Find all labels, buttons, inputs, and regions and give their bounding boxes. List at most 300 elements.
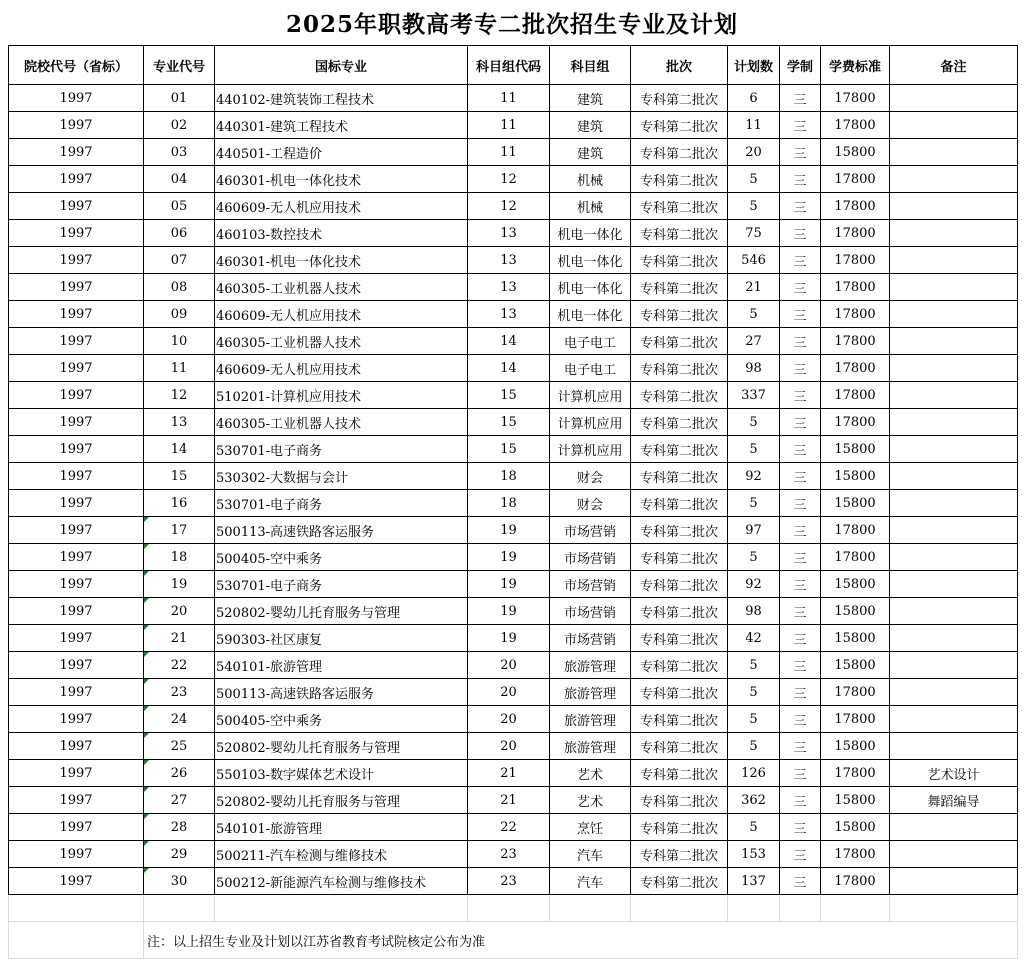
cell-plan-count: 126 [728, 760, 780, 787]
header-plan-count: 计划数 [728, 46, 780, 85]
cell-school-code: 1997 [9, 733, 144, 760]
cell-school-code: 1997 [9, 247, 144, 274]
cell-remarks [890, 625, 1018, 652]
cell-remarks [890, 85, 1018, 112]
cell-major-name: 460609-无人机应用技术 [215, 355, 468, 382]
cell-subject-group: 艺术 [550, 787, 631, 814]
cell-school-code: 1997 [9, 760, 144, 787]
cell-subject-group-code: 13 [468, 247, 550, 274]
cell-subject-group-code: 11 [468, 85, 550, 112]
cell-duration: 三 [780, 166, 821, 193]
cell-tuition: 15800 [821, 625, 890, 652]
cell-major-code: 20 [144, 598, 215, 625]
cell-major-code: 30 [144, 868, 215, 895]
cell-duration: 三 [780, 625, 821, 652]
cell-subject-group: 机械 [550, 166, 631, 193]
header-tuition: 学费标准 [821, 46, 890, 85]
cell-subject-group-code: 18 [468, 463, 550, 490]
cell-major-code: 27 [144, 787, 215, 814]
table-row [9, 490, 1018, 517]
cell-plan-count: 5 [728, 652, 780, 679]
cell-major-code: 05 [144, 193, 215, 220]
cell-school-code: 1997 [9, 625, 144, 652]
table-row [9, 463, 1018, 490]
table-row [9, 247, 1018, 274]
header-major-code: 专业代号 [144, 46, 215, 85]
cell-major-name: 460305-工业机器人技术 [215, 274, 468, 301]
cell-major-name: 500405-空中乘务 [215, 706, 468, 733]
cell-school-code: 1997 [9, 409, 144, 436]
cell-major-code: 18 [144, 544, 215, 571]
cell-major-name: 440501-工程造价 [215, 139, 468, 166]
cell-subject-group-code: 22 [468, 814, 550, 841]
cell-remarks [890, 301, 1018, 328]
cell-batch: 专科第二批次 [631, 301, 728, 328]
cell-plan-count: 5 [728, 409, 780, 436]
table-body [9, 85, 1018, 895]
table-row [9, 787, 1018, 814]
cell-duration: 三 [780, 490, 821, 517]
cell-tuition: 15800 [821, 436, 890, 463]
cell-school-code: 1997 [9, 193, 144, 220]
cell-major-name: 460609-无人机应用技术 [215, 301, 468, 328]
cell-major-code: 07 [144, 247, 215, 274]
cell-school-code: 1997 [9, 274, 144, 301]
cell-major-name: 460103-数控技术 [215, 220, 468, 247]
header-batch: 批次 [631, 46, 728, 85]
cell-remarks [890, 733, 1018, 760]
cell-subject-group-code: 19 [468, 571, 550, 598]
cell-duration: 三 [780, 787, 821, 814]
header-school-code: 院校代号（省标） [9, 46, 144, 85]
table-row [9, 517, 1018, 544]
cell-plan-count: 362 [728, 787, 780, 814]
table-row [9, 679, 1018, 706]
table-row [9, 841, 1018, 868]
cell-major-name: 550103-数字媒体艺术设计 [215, 760, 468, 787]
cell-tuition: 17800 [821, 166, 890, 193]
cell-major-name: 500113-高速铁路客运服务 [215, 517, 468, 544]
cell-subject-group: 电子电工 [550, 328, 631, 355]
cell-remarks [890, 814, 1018, 841]
cell-major-name: 540101-旅游管理 [215, 814, 468, 841]
cell-subject-group: 计算机应用 [550, 436, 631, 463]
cell-tuition: 17800 [821, 274, 890, 301]
cell-batch: 专科第二批次 [631, 247, 728, 274]
cell-major-name: 520802-婴幼儿托育服务与管理 [215, 787, 468, 814]
cell-duration: 三 [780, 706, 821, 733]
footnote: 注：以上招生专业及计划以江苏省教育考试院核定公布为准 [144, 922, 1018, 959]
cell-plan-count: 546 [728, 247, 780, 274]
cell-tuition: 17800 [821, 355, 890, 382]
table-row [9, 760, 1018, 787]
cell-school-code: 1997 [9, 301, 144, 328]
cell-plan-count: 20 [728, 139, 780, 166]
cell-duration: 三 [780, 112, 821, 139]
cell-subject-group-code: 11 [468, 112, 550, 139]
table-row [9, 274, 1018, 301]
cell-major-code: 28 [144, 814, 215, 841]
cell-batch: 专科第二批次 [631, 166, 728, 193]
cell-major-code: 23 [144, 679, 215, 706]
cell-plan-count: 6 [728, 85, 780, 112]
cell-major-name: 510201-计算机应用技术 [215, 382, 468, 409]
table-row [9, 814, 1018, 841]
cell-major-name: 590303-社区康复 [215, 625, 468, 652]
cell-major-name: 460305-工业机器人技术 [215, 409, 468, 436]
cell-remarks: 艺术设计 [890, 760, 1018, 787]
cell-subject-group: 财会 [550, 463, 631, 490]
cell-subject-group: 电子电工 [550, 355, 631, 382]
cell-subject-group: 机电一体化 [550, 274, 631, 301]
cell-subject-group-code: 23 [468, 841, 550, 868]
cell-batch: 专科第二批次 [631, 787, 728, 814]
cell-batch: 专科第二批次 [631, 274, 728, 301]
cell-remarks [890, 868, 1018, 895]
cell-remarks [890, 274, 1018, 301]
cell-major-code: 11 [144, 355, 215, 382]
cell-major-name: 530701-电子商务 [215, 490, 468, 517]
cell-batch: 专科第二批次 [631, 733, 728, 760]
cell-batch: 专科第二批次 [631, 220, 728, 247]
cell-plan-count: 153 [728, 841, 780, 868]
cell-duration: 三 [780, 733, 821, 760]
cell-batch: 专科第二批次 [631, 490, 728, 517]
cell-duration: 三 [780, 355, 821, 382]
cell-major-code: 16 [144, 490, 215, 517]
cell-school-code: 1997 [9, 706, 144, 733]
cell-batch: 专科第二批次 [631, 463, 728, 490]
cell-batch: 专科第二批次 [631, 85, 728, 112]
cell-school-code: 1997 [9, 382, 144, 409]
cell-major-name: 520802-婴幼儿托育服务与管理 [215, 733, 468, 760]
table-row [9, 571, 1018, 598]
cell-subject-group: 旅游管理 [550, 679, 631, 706]
cell-subject-group-code: 19 [468, 625, 550, 652]
cell-major-code: 15 [144, 463, 215, 490]
cell-subject-group: 市场营销 [550, 598, 631, 625]
cell-remarks [890, 436, 1018, 463]
cell-remarks [890, 382, 1018, 409]
cell-duration: 三 [780, 193, 821, 220]
cell-duration: 三 [780, 85, 821, 112]
cell-major-code: 01 [144, 85, 215, 112]
cell-batch: 专科第二批次 [631, 544, 728, 571]
cell-tuition: 17800 [821, 193, 890, 220]
cell-tuition: 17800 [821, 301, 890, 328]
cell-batch: 专科第二批次 [631, 139, 728, 166]
cell-subject-group-code: 20 [468, 706, 550, 733]
cell-tuition: 17800 [821, 517, 890, 544]
cell-plan-count: 5 [728, 436, 780, 463]
cell-major-name: 460301-机电一体化技术 [215, 166, 468, 193]
table-row [9, 733, 1018, 760]
cell-plan-count: 27 [728, 328, 780, 355]
cell-school-code: 1997 [9, 841, 144, 868]
cell-major-code: 14 [144, 436, 215, 463]
cell-remarks [890, 706, 1018, 733]
cell-plan-count: 97 [728, 517, 780, 544]
cell-duration: 三 [780, 301, 821, 328]
cell-major-code: 02 [144, 112, 215, 139]
cell-major-code: 09 [144, 301, 215, 328]
note-row [9, 922, 1018, 959]
cell-subject-group: 机电一体化 [550, 220, 631, 247]
cell-batch: 专科第二批次 [631, 625, 728, 652]
cell-remarks [890, 571, 1018, 598]
cell-subject-group-code: 19 [468, 544, 550, 571]
cell-batch: 专科第二批次 [631, 328, 728, 355]
cell-tuition: 15800 [821, 814, 890, 841]
cell-subject-group: 建筑 [550, 139, 631, 166]
cell-major-code: 21 [144, 625, 215, 652]
cell-subject-group: 汽车 [550, 841, 631, 868]
cell-major-code: 13 [144, 409, 215, 436]
cell-tuition: 17800 [821, 328, 890, 355]
table-row [9, 85, 1018, 112]
cell-remarks: 舞蹈编导 [890, 787, 1018, 814]
table-row [9, 328, 1018, 355]
cell-school-code: 1997 [9, 544, 144, 571]
cell-subject-group-code: 12 [468, 193, 550, 220]
cell-plan-count: 21 [728, 274, 780, 301]
cell-subject-group-code: 15 [468, 409, 550, 436]
cell-major-code: 26 [144, 760, 215, 787]
cell-batch: 专科第二批次 [631, 706, 728, 733]
cell-school-code: 1997 [9, 517, 144, 544]
cell-major-name: 460301-机电一体化技术 [215, 247, 468, 274]
cell-plan-count: 5 [728, 301, 780, 328]
cell-subject-group-code: 21 [468, 787, 550, 814]
cell-major-code: 17 [144, 517, 215, 544]
cell-batch: 专科第二批次 [631, 436, 728, 463]
cell-school-code: 1997 [9, 679, 144, 706]
cell-subject-group: 旅游管理 [550, 706, 631, 733]
cell-tuition: 17800 [821, 679, 890, 706]
cell-remarks [890, 490, 1018, 517]
cell-major-name: 440301-建筑工程技术 [215, 112, 468, 139]
cell-tuition: 17800 [821, 409, 890, 436]
cell-subject-group-code: 18 [468, 490, 550, 517]
cell-school-code: 1997 [9, 139, 144, 166]
cell-tuition: 17800 [821, 841, 890, 868]
cell-remarks [890, 409, 1018, 436]
cell-batch: 专科第二批次 [631, 571, 728, 598]
cell-plan-count: 5 [728, 490, 780, 517]
cell-tuition: 17800 [821, 706, 890, 733]
table-row [9, 193, 1018, 220]
cell-subject-group: 旅游管理 [550, 652, 631, 679]
cell-major-code: 04 [144, 166, 215, 193]
cell-plan-count: 5 [728, 193, 780, 220]
table-row [9, 409, 1018, 436]
header-subject-group: 科目组 [550, 46, 631, 85]
cell-remarks [890, 139, 1018, 166]
cell-subject-group: 市场营销 [550, 625, 631, 652]
cell-tuition: 17800 [821, 760, 890, 787]
cell-major-name: 500211-汽车检测与维修技术 [215, 841, 468, 868]
cell-remarks [890, 328, 1018, 355]
cell-remarks [890, 652, 1018, 679]
cell-school-code: 1997 [9, 787, 144, 814]
cell-school-code: 1997 [9, 463, 144, 490]
table-row [9, 706, 1018, 733]
cell-school-code: 1997 [9, 112, 144, 139]
cell-subject-group: 汽车 [550, 868, 631, 895]
cell-tuition: 15800 [821, 490, 890, 517]
cell-remarks [890, 841, 1018, 868]
header-duration: 学制 [780, 46, 821, 85]
cell-tuition: 17800 [821, 85, 890, 112]
cell-duration: 三 [780, 139, 821, 166]
cell-major-code: 25 [144, 733, 215, 760]
cell-batch: 专科第二批次 [631, 652, 728, 679]
cell-batch: 专科第二批次 [631, 868, 728, 895]
cell-major-name: 530701-电子商务 [215, 436, 468, 463]
cell-plan-count: 11 [728, 112, 780, 139]
cell-duration: 三 [780, 544, 821, 571]
cell-subject-group-code: 13 [468, 301, 550, 328]
cell-major-name: 520802-婴幼儿托育服务与管理 [215, 598, 468, 625]
cell-duration: 三 [780, 814, 821, 841]
cell-subject-group-code: 12 [468, 166, 550, 193]
cell-batch: 专科第二批次 [631, 355, 728, 382]
cell-duration: 三 [780, 274, 821, 301]
cell-duration: 三 [780, 220, 821, 247]
cell-subject-group: 计算机应用 [550, 409, 631, 436]
cell-duration: 三 [780, 328, 821, 355]
cell-subject-group: 市场营销 [550, 517, 631, 544]
cell-remarks [890, 679, 1018, 706]
table-row [9, 436, 1018, 463]
cell-subject-group: 财会 [550, 490, 631, 517]
cell-duration: 三 [780, 436, 821, 463]
cell-duration: 三 [780, 868, 821, 895]
header-major-name: 国标专业 [215, 46, 468, 85]
cell-major-name: 460305-工业机器人技术 [215, 328, 468, 355]
cell-major-name: 500405-空中乘务 [215, 544, 468, 571]
cell-major-code: 29 [144, 841, 215, 868]
cell-subject-group: 建筑 [550, 85, 631, 112]
cell-remarks [890, 598, 1018, 625]
cell-tuition: 15800 [821, 787, 890, 814]
cell-subject-group-code: 19 [468, 598, 550, 625]
cell-tuition: 17800 [821, 112, 890, 139]
cell-subject-group: 市场营销 [550, 544, 631, 571]
cell-batch: 专科第二批次 [631, 517, 728, 544]
table-row [9, 625, 1018, 652]
cell-plan-count: 5 [728, 544, 780, 571]
cell-plan-count: 5 [728, 814, 780, 841]
cell-major-name: 460609-无人机应用技术 [215, 193, 468, 220]
cell-plan-count: 137 [728, 868, 780, 895]
cell-duration: 三 [780, 652, 821, 679]
cell-batch: 专科第二批次 [631, 841, 728, 868]
table-row [9, 652, 1018, 679]
table-row [9, 598, 1018, 625]
cell-plan-count: 42 [728, 625, 780, 652]
cell-school-code: 1997 [9, 85, 144, 112]
cell-plan-count: 98 [728, 355, 780, 382]
cell-subject-group: 艺术 [550, 760, 631, 787]
cell-batch: 专科第二批次 [631, 112, 728, 139]
cell-tuition: 15800 [821, 139, 890, 166]
cell-batch: 专科第二批次 [631, 679, 728, 706]
cell-plan-count: 92 [728, 571, 780, 598]
cell-plan-count: 98 [728, 598, 780, 625]
cell-school-code: 1997 [9, 436, 144, 463]
cell-school-code: 1997 [9, 652, 144, 679]
table-row [9, 868, 1018, 895]
cell-subject-group: 市场营销 [550, 571, 631, 598]
cell-tuition: 15800 [821, 598, 890, 625]
cell-subject-group-code: 23 [468, 868, 550, 895]
cell-subject-group: 机电一体化 [550, 247, 631, 274]
cell-subject-group-code: 15 [468, 382, 550, 409]
cell-batch: 专科第二批次 [631, 193, 728, 220]
cell-remarks [890, 517, 1018, 544]
cell-school-code: 1997 [9, 868, 144, 895]
cell-major-code: 22 [144, 652, 215, 679]
cell-remarks [890, 220, 1018, 247]
table-row [9, 139, 1018, 166]
cell-major-name: 500113-高速铁路客运服务 [215, 679, 468, 706]
cell-major-code: 06 [144, 220, 215, 247]
cell-remarks [890, 166, 1018, 193]
table-row [9, 382, 1018, 409]
cell-tuition: 15800 [821, 733, 890, 760]
cell-subject-group: 旅游管理 [550, 733, 631, 760]
cell-major-code: 10 [144, 328, 215, 355]
table-row [9, 301, 1018, 328]
cell-remarks [890, 193, 1018, 220]
cell-tuition: 15800 [821, 652, 890, 679]
cell-major-code: 12 [144, 382, 215, 409]
enrollment-plan-table [8, 45, 1018, 959]
cell-duration: 三 [780, 598, 821, 625]
cell-batch: 专科第二批次 [631, 760, 728, 787]
cell-plan-count: 337 [728, 382, 780, 409]
cell-tuition: 17800 [821, 868, 890, 895]
cell-major-code: 08 [144, 274, 215, 301]
cell-subject-group-code: 13 [468, 220, 550, 247]
cell-tuition: 17800 [821, 220, 890, 247]
cell-major-name: 540101-旅游管理 [215, 652, 468, 679]
cell-duration: 三 [780, 382, 821, 409]
table-row [9, 355, 1018, 382]
cell-plan-count: 75 [728, 220, 780, 247]
cell-school-code: 1997 [9, 328, 144, 355]
cell-plan-count: 5 [728, 733, 780, 760]
cell-subject-group: 建筑 [550, 112, 631, 139]
cell-subject-group-code: 20 [468, 679, 550, 706]
cell-major-name: 440102-建筑装饰工程技术 [215, 85, 468, 112]
cell-duration: 三 [780, 679, 821, 706]
cell-subject-group-code: 19 [468, 517, 550, 544]
cell-duration: 三 [780, 247, 821, 274]
cell-tuition: 15800 [821, 463, 890, 490]
cell-duration: 三 [780, 841, 821, 868]
table-row [9, 112, 1018, 139]
cell-remarks [890, 544, 1018, 571]
cell-tuition: 15800 [821, 571, 890, 598]
cell-tuition: 17800 [821, 544, 890, 571]
cell-subject-group-code: 14 [468, 328, 550, 355]
cell-major-code: 19 [144, 571, 215, 598]
cell-tuition: 17800 [821, 382, 890, 409]
cell-tuition: 17800 [821, 247, 890, 274]
table-row [9, 166, 1018, 193]
